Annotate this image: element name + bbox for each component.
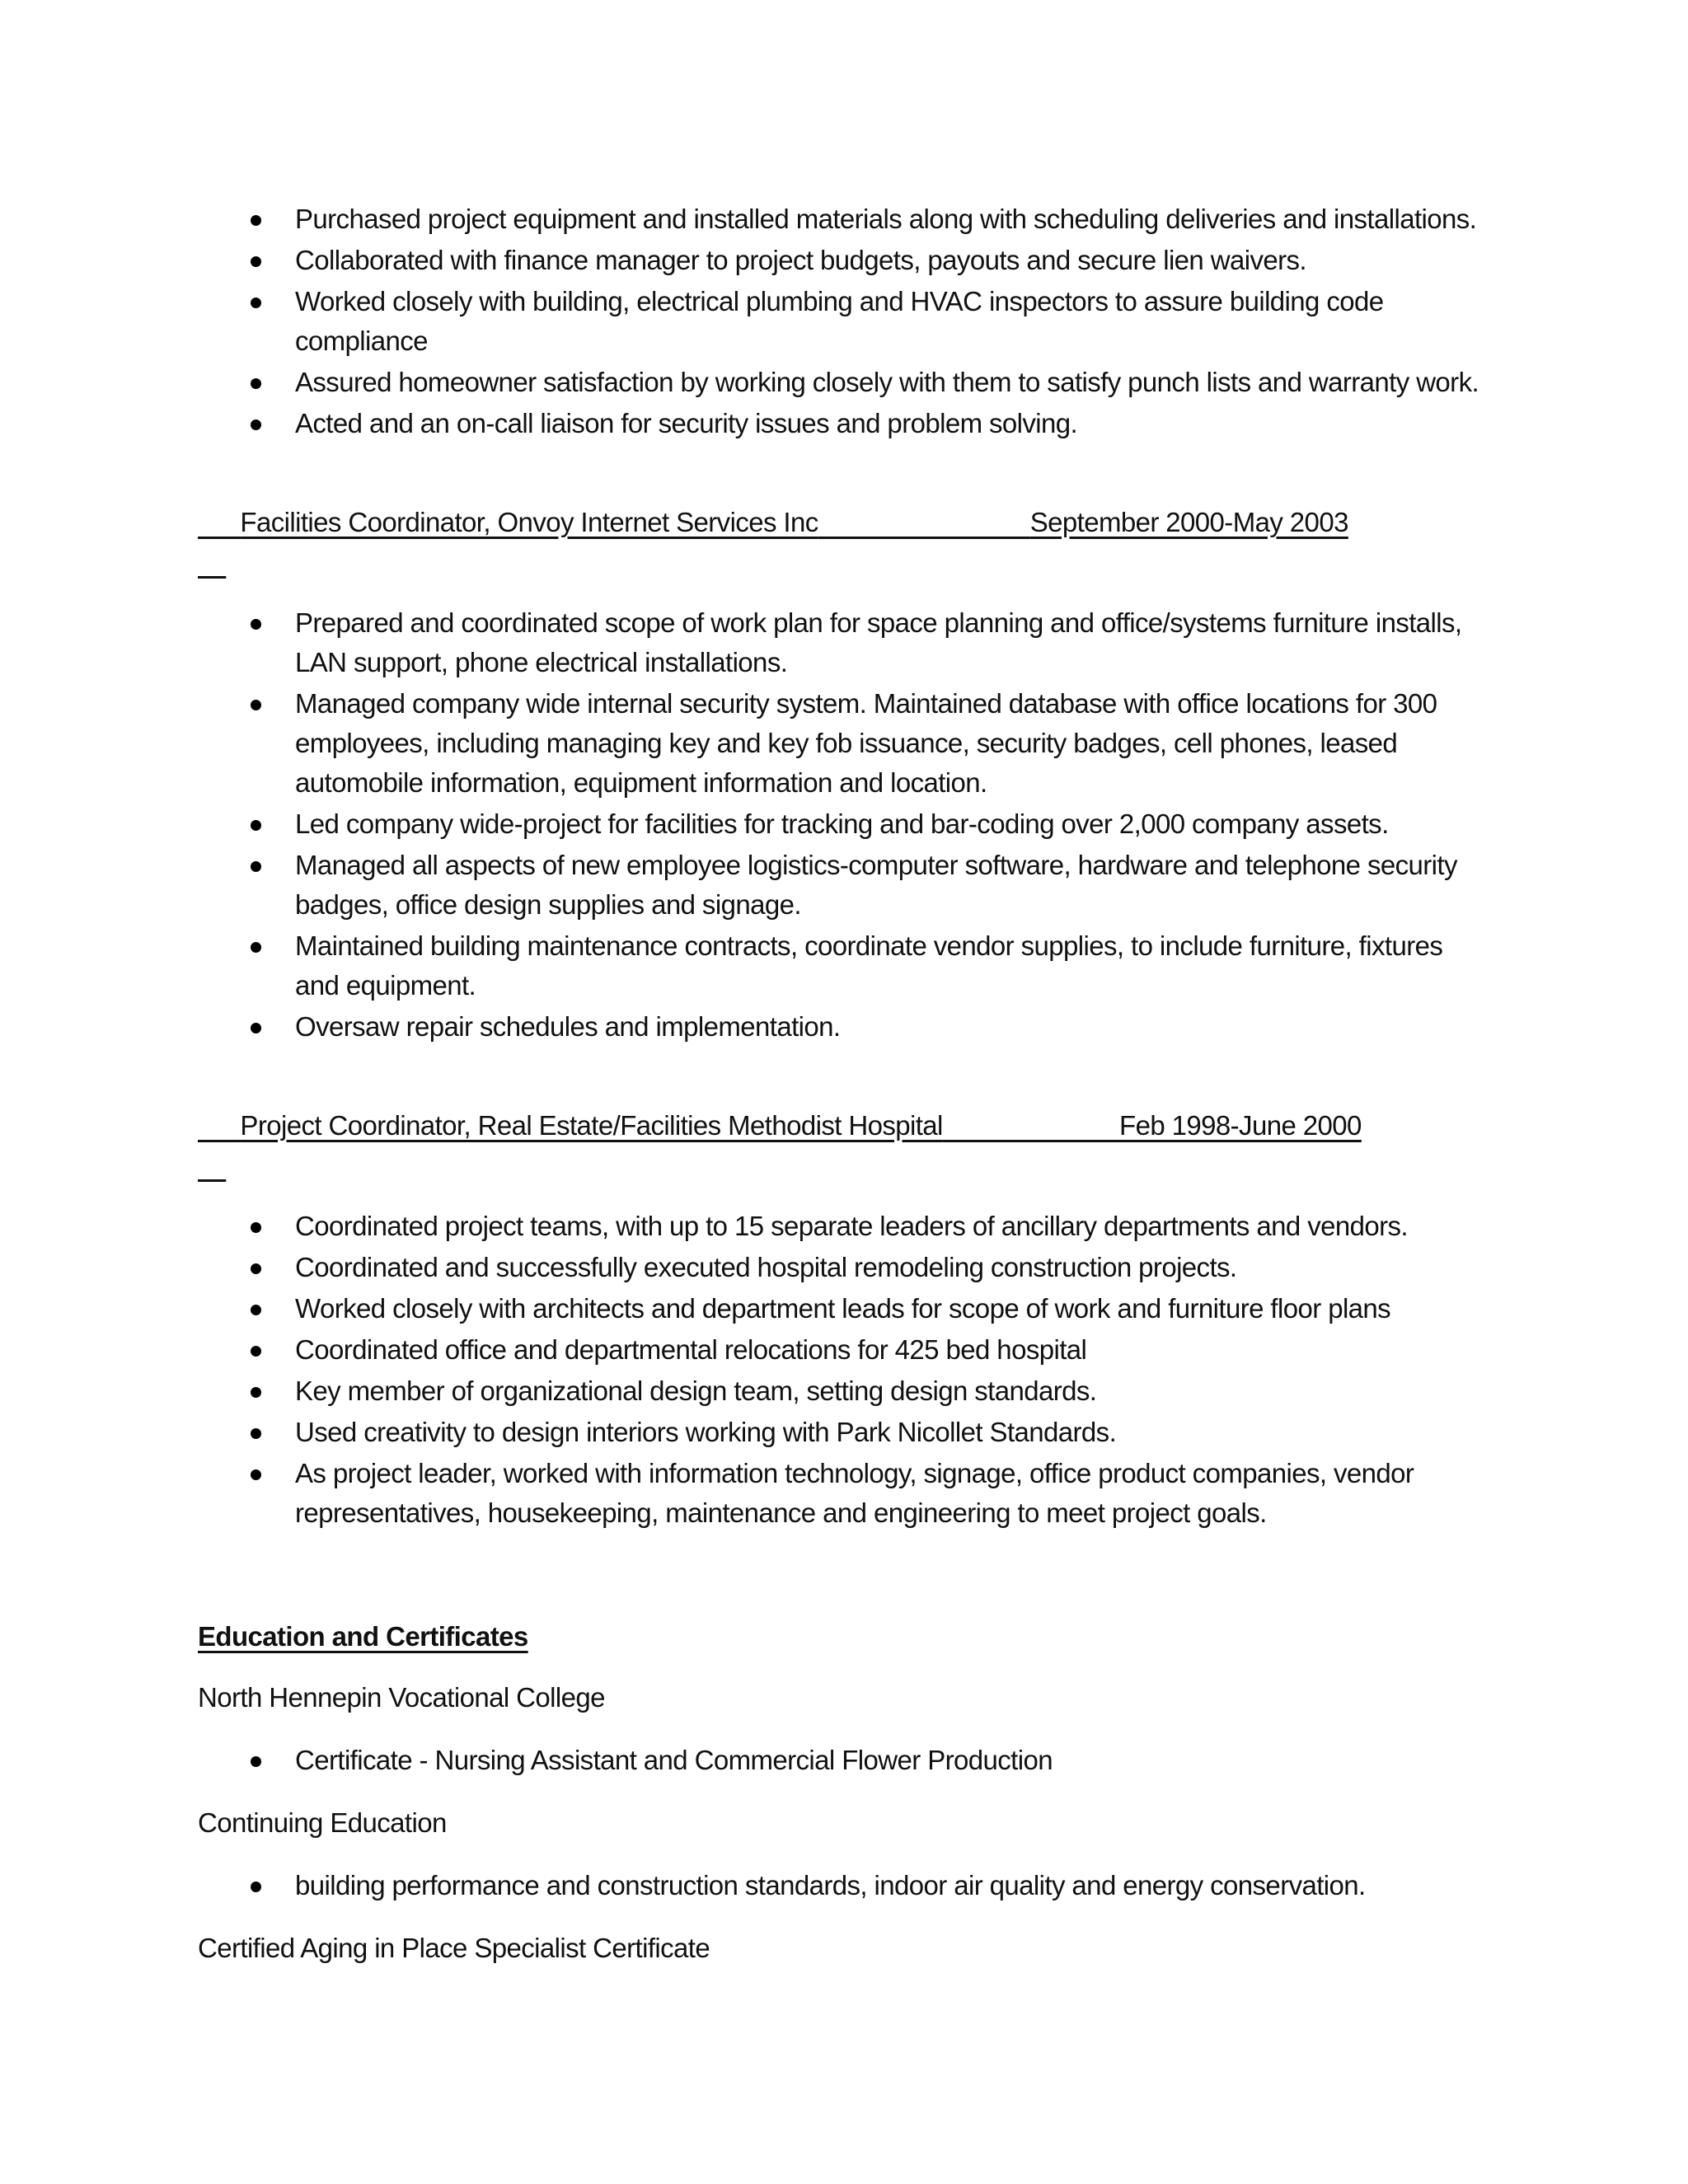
list-item: Coordinated office and departmental relocations for 425 bed hospital	[198, 1330, 1484, 1370]
continuing-education-label: Continuing Education	[198, 1807, 447, 1838]
list-item: Coordinated project teams, with up to 15 separate leaders of ancillary departments and vendors.	[198, 1207, 1484, 1246]
job-dates: Feb 1998-June 2000	[1119, 1110, 1362, 1141]
methodist-bullets	[198, 1207, 1484, 1533]
certificate-line: Certified Aging in Place Specialist Certificate	[198, 1933, 710, 1963]
list-item: Key member of organizational design team, setting design standards.	[198, 1371, 1484, 1411]
list-item: Assured homeowner satisfaction by working closely with them to satisfy punch lists and warranty work.	[198, 363, 1484, 402]
list-item: Used creativity to design interiors working with Park Nicollet Standards.	[198, 1413, 1484, 1452]
list-item: Led company wide-project for facilities for tracking and bar-coding over 2,000 company assets.	[198, 804, 1484, 844]
list-item: Worked closely with building, electrical plumbing and HVAC inspectors to assure building code compliance	[198, 282, 1484, 361]
list-item: Prepared and coordinated scope of work plan for space planning and office/systems furniture installs, LAN support, phone electrical installations.	[198, 603, 1484, 682]
list-item: Certificate - Nursing Assistant and Commercial Flower Production	[198, 1741, 1484, 1780]
education-heading: Education and Certificates	[198, 1621, 528, 1652]
resume-content	[198, 199, 1484, 1991]
school-bullets	[198, 1741, 1484, 1780]
job-title: Project Coordinator, Real Estate/Facilities Methodist Hospital	[240, 1110, 943, 1141]
onvoy-bullets	[198, 603, 1484, 1047]
continuing-education-bullets	[198, 1866, 1484, 1905]
list-item: Managed all aspects of new employee logistics-computer software, hardware and telephone security badges, office design supplies and signage.	[198, 846, 1484, 925]
list-item: Coordinated and successfully executed hospital remodeling construction projects.	[198, 1248, 1484, 1287]
job-header-onvoy	[198, 463, 1484, 582]
list-item: Maintained building maintenance contracts, coordinate vendor supplies, to include furniture, fixtures and equipment.	[198, 926, 1484, 1005]
previous-job-bullets	[198, 199, 1484, 443]
job-gap	[943, 1110, 1119, 1141]
school-name: North Hennepin Vocational College	[198, 1682, 605, 1713]
list-item: Managed company wide internal security system. Maintained database with office locations for 300 employees, including managing key and key fob issuance, security badges, cell phones, leased automobile information, equipment information and location.	[198, 684, 1484, 803]
list-item: building performance and construction standards, indoor air quality and energy conservation.	[198, 1866, 1484, 1905]
list-item: Worked closely with architects and department leads for scope of work and furniture floor plans	[198, 1289, 1484, 1329]
list-item: Oversaw repair schedules and implementation.	[198, 1007, 1484, 1047]
job-header-methodist	[198, 1066, 1484, 1185]
job-gap	[818, 507, 1030, 537]
job-dates: September 2000-May 2003	[1029, 507, 1348, 537]
list-item: Collaborated with finance manager to project budgets, payouts and secure lien waivers.	[198, 241, 1484, 280]
list-item: Acted and an on-call liaison for security issues and problem solving.	[198, 404, 1484, 443]
list-item: As project leader, worked with information technology, signage, office product companies, vendor representatives, housekeeping, maintenance and engineering to meet project goals.	[198, 1454, 1484, 1533]
list-item: Purchased project equipment and installed materials along with scheduling deliveries and installations.	[198, 199, 1484, 239]
job-title: Facilities Coordinator, Onvoy Internet Services Inc	[240, 507, 818, 537]
